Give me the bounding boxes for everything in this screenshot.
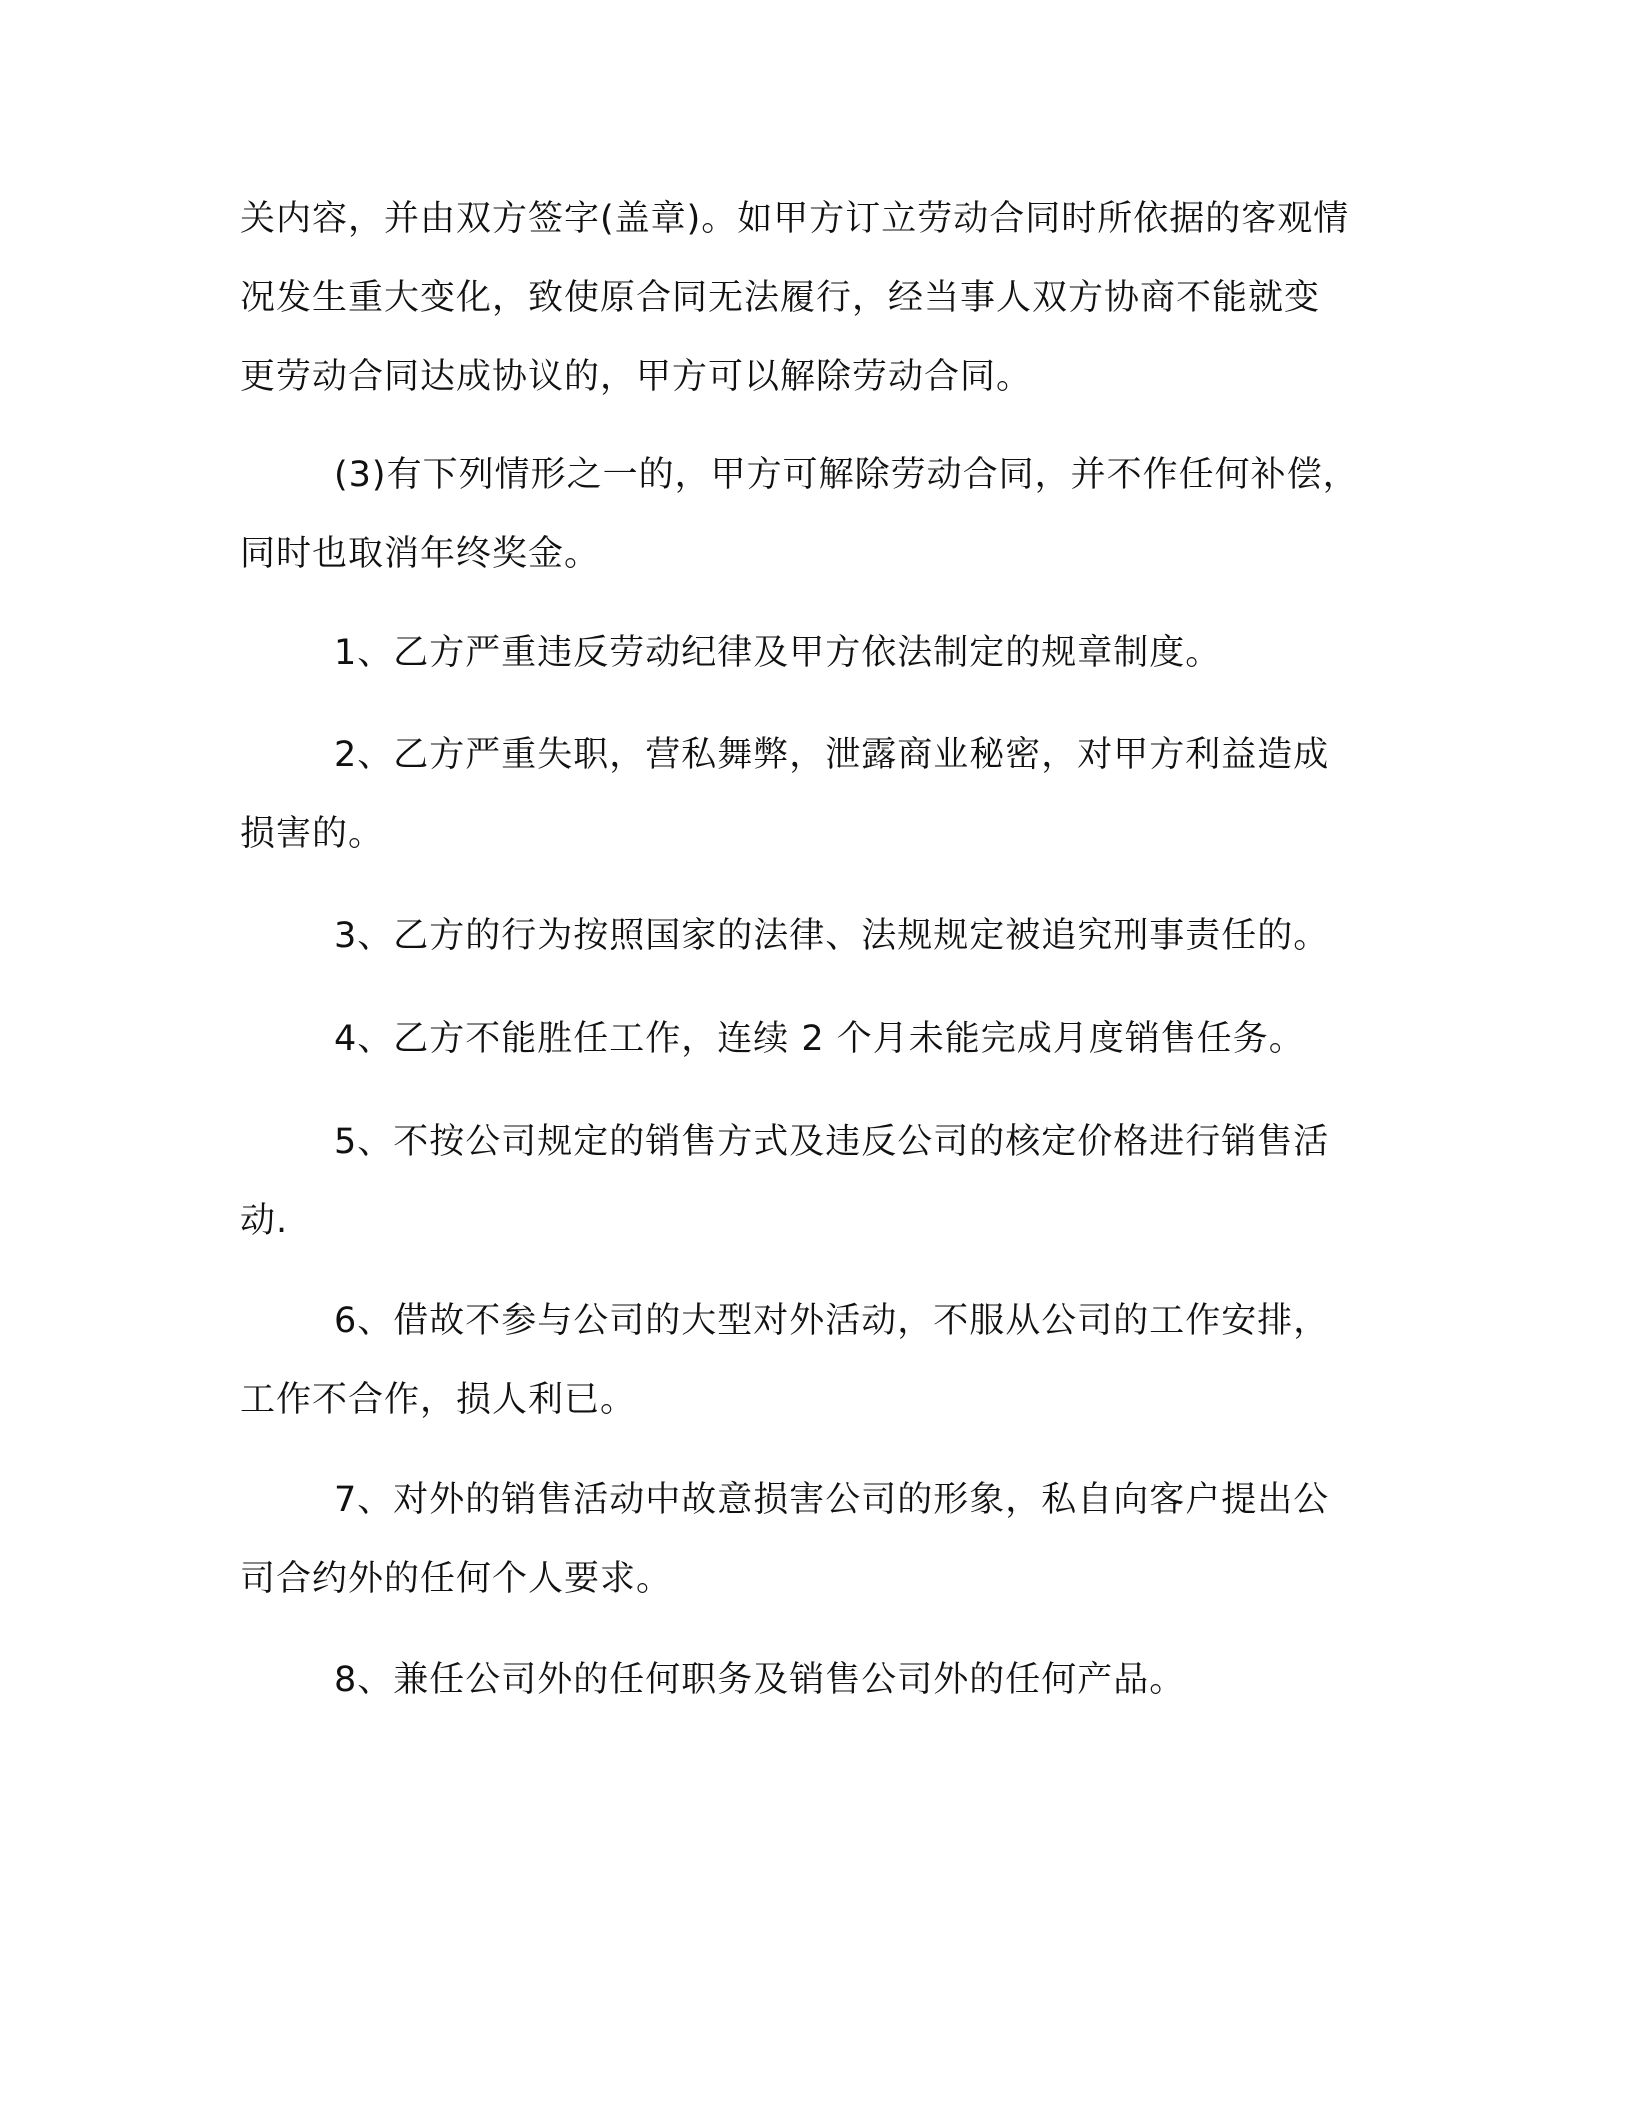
paragraph-line: 7、对外的销售活动中故意损害公司的形象，私自向客户提出公: [334, 1480, 1330, 1520]
paragraph-line: 动.: [240, 1201, 289, 1241]
paragraph-line: 2、乙方严重失职，营私舞弊，泄露商业秘密，对甲方利益造成: [334, 735, 1330, 775]
paragraph-line: 关内容，并由双方签字(盖章)。如甲方订立劳动合同时所依据的客观情: [240, 199, 1350, 239]
paragraph-line: 1、乙方严重违反劳动纪律及甲方依法制定的规章制度。: [334, 633, 1222, 673]
list-item-2: [240, 716, 1380, 874]
list-item-1: [240, 614, 1380, 693]
list-item-4: [240, 1000, 1380, 1079]
paragraph-continued-clause: [240, 180, 1380, 417]
paragraph-line: 6、借故不参与公司的大型对外活动，不服从公司的工作安排，: [334, 1301, 1330, 1341]
paragraph-line: 工作不合作，损人利已。: [240, 1380, 637, 1420]
paragraph-clause-3: [240, 436, 1380, 594]
paragraph-line: 损害的。: [240, 814, 385, 854]
list-item-6: [240, 1282, 1380, 1440]
paragraph-line: 司合约外的任何个人要求。: [240, 1559, 673, 1599]
list-item-8: [240, 1641, 1380, 1720]
paragraph-line: 3、乙方的行为按照国家的法律、法规规定被追究刑事责任的。: [334, 916, 1330, 956]
list-item-7: [240, 1461, 1380, 1619]
paragraph-line: 8、兼任公司外的任何职务及销售公司外的任何产品。: [334, 1660, 1186, 1700]
paragraph-line: 更劳动合同达成协议的，甲方可以解除劳动合同。: [240, 357, 1033, 397]
list-item-5: [240, 1103, 1380, 1261]
paragraph-line: (3)有下列情形之一的，甲方可解除劳动合同，并不作任何补偿，: [334, 455, 1359, 495]
paragraph-line: 5、不按公司规定的销售方式及违反公司的核定价格进行销售活: [334, 1122, 1330, 1162]
paragraph-line: 同时也取消年终奖金。: [240, 534, 601, 574]
list-item-3: [240, 897, 1380, 976]
paragraph-line: 4、乙方不能胜任工作，连续 2 个月未能完成月度销售任务。: [334, 1019, 1305, 1059]
paragraph-line: 况发生重大变化，致使原合同无法履行，经当事人双方协商不能就变: [240, 278, 1321, 318]
